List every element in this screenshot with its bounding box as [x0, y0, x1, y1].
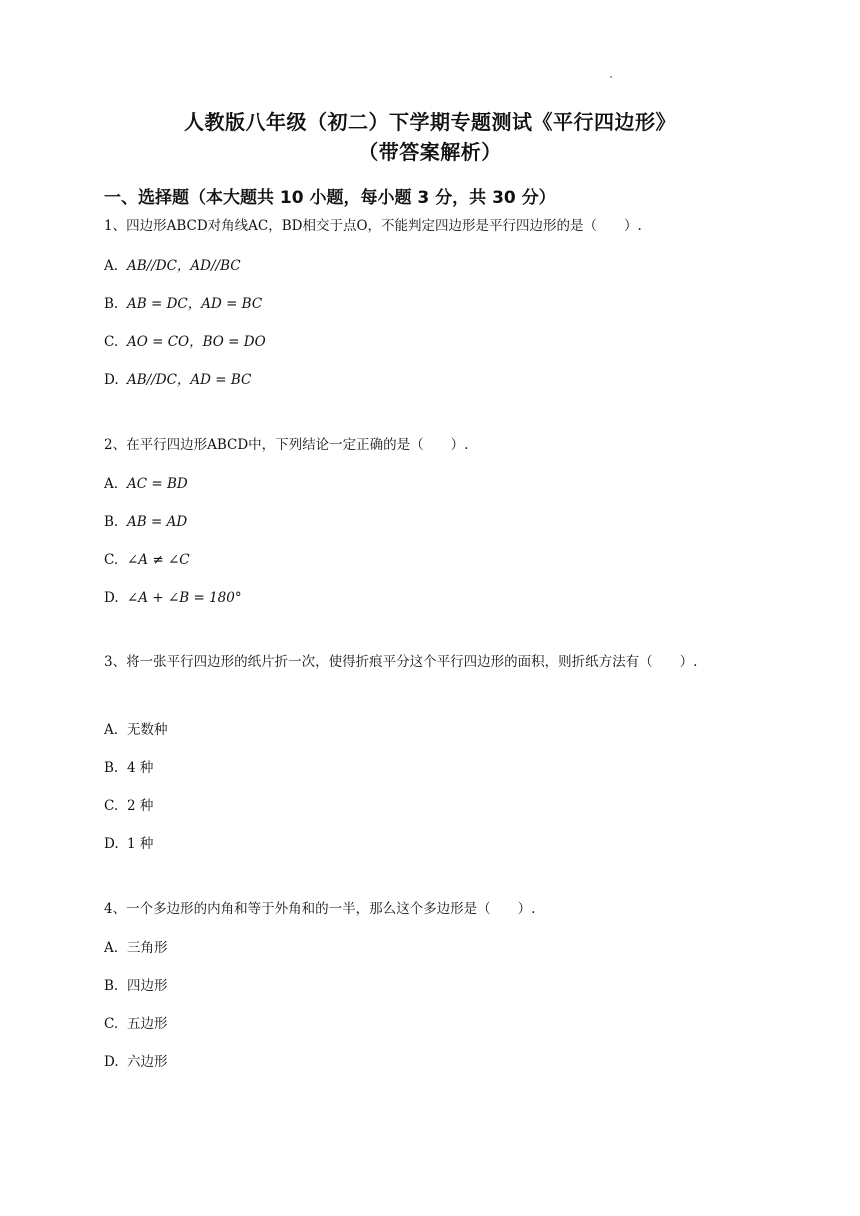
option-text: AB//DC，AD = BC	[127, 372, 252, 388]
option-letter: D.	[104, 590, 119, 606]
question-3-option-b	[104, 758, 153, 778]
option-text: AC = BD	[127, 476, 188, 492]
question-2-option-b	[104, 512, 187, 532]
option-text: ∠A ≠ ∠C	[127, 552, 190, 568]
option-letter: C.	[104, 1016, 119, 1032]
question-1-option-b	[104, 294, 262, 314]
question-3-option-a	[104, 720, 168, 740]
option-letter: A.	[104, 722, 119, 738]
option-letter: C.	[104, 798, 119, 814]
question-4-option-a	[104, 938, 168, 958]
question-4-option-d	[104, 1052, 168, 1072]
option-letter: B.	[104, 978, 119, 994]
section-heading: 一、选择题（本大题共 10 小题，每小题 3 分，共 30 分）	[104, 188, 556, 208]
question-4-option-b	[104, 976, 168, 996]
question-1-option-c	[104, 332, 266, 352]
option-letter: D.	[104, 836, 119, 852]
option-letter: D.	[104, 372, 119, 388]
question-4-stem: 4、一个多边形的内角和等于外角和的一半，那么这个多边形是（ ）.	[104, 901, 536, 917]
question-2-stem: 2、在平行四边形ABCD中，下列结论一定正确的是（ ）.	[104, 437, 469, 453]
option-text: 无数种	[127, 722, 168, 738]
option-letter: B.	[104, 760, 119, 776]
option-text: AB = DC，AD = BC	[127, 296, 263, 312]
option-letter: A.	[104, 476, 119, 492]
option-text: 五边形	[127, 1016, 168, 1032]
option-text: AB = AD	[127, 514, 188, 530]
option-letter: A.	[104, 940, 119, 956]
question-3-option-c	[104, 796, 153, 816]
option-letter: A.	[104, 258, 119, 274]
question-2-option-c	[104, 550, 190, 570]
question-1-option-a	[104, 256, 241, 276]
option-letter: B.	[104, 296, 119, 312]
option-text: 三角形	[127, 940, 168, 956]
option-letter: B.	[104, 514, 119, 530]
question-1-option-d	[104, 370, 251, 390]
document-subtitle: （带答案解析）	[358, 140, 502, 164]
option-letter: C.	[104, 334, 119, 350]
question-4-option-c	[104, 1014, 168, 1034]
page-dot-mark	[610, 76, 612, 78]
option-text: 四边形	[127, 978, 168, 994]
option-letter: D.	[104, 1054, 119, 1070]
option-text: AB//DC，AD//BC	[127, 258, 241, 274]
option-text: 1 种	[127, 836, 154, 852]
option-text: 2 种	[127, 798, 154, 814]
option-text: AO = CO，BO = DO	[127, 334, 266, 350]
option-text: ∠A + ∠B = 180°	[127, 590, 242, 606]
option-text: 六边形	[127, 1054, 168, 1070]
option-text: 4 种	[127, 760, 154, 776]
document-title: 人教版八年级（初二）下学期专题测试《平行四边形》	[184, 110, 676, 134]
question-2-option-a	[104, 474, 188, 494]
question-3-option-d	[104, 834, 153, 854]
question-2-option-d	[104, 588, 242, 608]
option-letter: C.	[104, 552, 119, 568]
question-3-stem: 3、将一张平行四边形的纸片折一次，使得折痕平分这个平行四边形的面积，则折纸方法有（ ）.	[104, 654, 698, 670]
question-1-stem: 1、四边形ABCD对角线AC，BD相交于点O，不能判定四边形是平行四边形的是（ ）.	[104, 218, 642, 234]
